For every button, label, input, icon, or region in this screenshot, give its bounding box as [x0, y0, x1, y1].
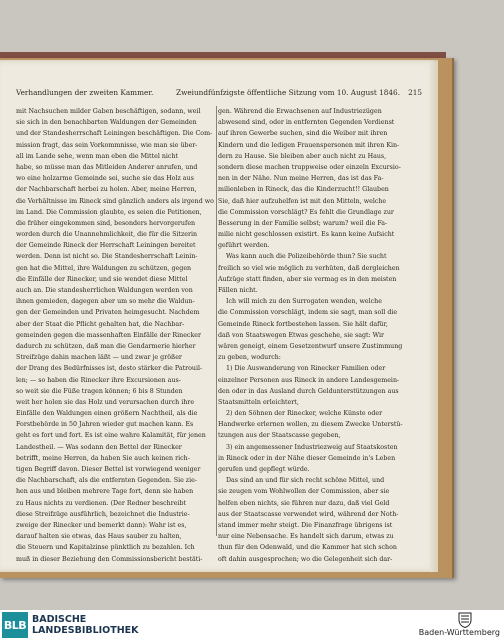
- text-line: im Land. Die Commission glaubte, es seien die Petitionen,: [16, 208, 202, 216]
- text-line: zu geben, wodurch:: [218, 354, 281, 362]
- text-line: Was kann auch die Polizeibehörde thun? Sie sucht: [226, 253, 387, 261]
- text-line: die Einfälle der Rinecker, und sie wendet diese Mittel: [16, 275, 188, 283]
- page-number: 215: [408, 88, 422, 97]
- state-name: Baden-Württemberg: [418, 628, 500, 637]
- text-line: stand immer mehr steigt. Die Finanzfrage übrigens ist: [218, 521, 393, 529]
- text-line: die Commission vorschlägt, indem sie sagt, man soll die: [218, 309, 398, 317]
- text-line: wären geneigt, einem Gesetzentwurf unsere Zustimmung: [218, 342, 403, 350]
- text-line: Das sind an und für sich recht schöne Mittel, und: [226, 477, 385, 485]
- text-line: habe, so müsse man das Mitleiden Anderer anrufen, und: [16, 163, 198, 171]
- library-name: [32, 614, 139, 636]
- text-line: die Nachbarschaft, als die entfernten Gegenden. Sie zie-: [16, 477, 197, 485]
- text-line: die Steuern und Kapitalzinse pünktlich zu bezahlen. Ich: [16, 544, 195, 552]
- text-line: geht es fort und fort. Es ist eine wahre Kalamität, für jenen: [16, 432, 206, 440]
- text-line: Einfälle den Waldungen einen größern Nachtheil, als die: [16, 410, 198, 418]
- text-line: hen aus und bleiben mehrere Tage fort, denn sie haben: [16, 488, 194, 496]
- text-line: Landestheil. — Was sodann den Bettel der Rinecker: [16, 443, 182, 451]
- text-line: Forstbehörde in 50 Jahren wieder gut machen kann. Es: [16, 421, 194, 429]
- page-gutter-shadow: [430, 62, 438, 572]
- text-line: 1) Die Auswanderung von Rinecker Familien oder: [226, 365, 386, 373]
- text-line: muß in dieser Beziehung den Commissionsbericht bestäti-: [16, 555, 203, 563]
- text-line: die Commission vorschlägt? Es fehlt die Grundlage zur: [218, 208, 394, 216]
- text-line: auf ihren Gewerbe suchen, sind die Weiber mit ihren: [218, 130, 388, 138]
- text-column-right: [218, 106, 422, 565]
- text-line: len; — so haben die Rinecker ihre Excursionen aus-: [16, 376, 181, 384]
- text-line: betrifft, meine Herren, da haben Sie auch keinen rich-: [16, 454, 190, 462]
- text-line: der Gemeinde Rineck der Herrschaft Leiningen bereitet: [16, 242, 196, 250]
- text-line: all im Lande sehe, wenn man eben die Mittel nicht: [16, 152, 179, 160]
- text-line: Fällen nicht.: [218, 287, 258, 294]
- text-line: wo eine holzarme Gemeinde sei, suche sie das Holz aus: [16, 175, 194, 183]
- library-name-line1: BADISCHE: [32, 614, 87, 625]
- text-line: dadurch zu schützen, daß man die Gendarmerie hierher: [16, 342, 196, 350]
- text-line: Aufzüge statt finden, aber sie vermag es in den meisten: [218, 275, 397, 283]
- text-line: Sie, daß hier aufzuhelfen ist mit den Mitteln, welche: [218, 197, 387, 205]
- text-line: der Nachbarschaft herbei zu holen. Aber, meine Herren,: [16, 186, 197, 194]
- text-line: den oder in das Ausland durch Geldunterstützungen aus: [218, 387, 399, 395]
- text-line: oft dahin ausgesprochen; wo die Gelegenheit sich dar-: [218, 555, 393, 563]
- text-line: milienleben in Rineck, das die Kinderzucht!! Glauben: [218, 186, 389, 194]
- text-line: sie zeugen vom Wohlwollen der Commission, aber sie: [218, 488, 390, 496]
- text-line: dern zu Hause. Sie bleiben aber auch nicht zu Haus,: [218, 152, 387, 160]
- text-line: abwesend sind, oder in entfernten Gegenden Verdienst: [218, 119, 395, 127]
- text-line: Staatsmitteln erleichtert,: [218, 398, 299, 406]
- text-line: der Drang des Bedürfnisses ist, desto stärker die Patrouil-: [16, 365, 203, 373]
- text-line: aus der Staatscasse verwendet wird, während der Noth-: [218, 510, 399, 518]
- text-line: sondern diese machen truppweise oder einzeln Excursio-: [218, 163, 401, 171]
- text-line: helfen eben nichts, sie führen nur dazu, daß viel Geld: [218, 499, 390, 507]
- text-line: gemeinden gegen die massenhaften Einfälle der Rinecker: [16, 331, 201, 339]
- text-line: Kindern und die ledigen Frauenspersonen mit ihren Kin-: [218, 141, 400, 149]
- text-line: weit her holen sie das Holz und verursachen durch ihre: [16, 398, 195, 406]
- text-line: daß von Staatswegen Etwas geschehe, sie sagt: Wir: [218, 331, 385, 339]
- text-line: diese Streifzüge ausführlich, bezeichnet die Industrie-: [16, 510, 190, 518]
- text-line: so weit sie die Füße tragen können; 6 bis 8 Stunden: [16, 387, 183, 395]
- text-line: Gemeinde Rineck fortbestehen lassen. Sie hält dafür,: [218, 320, 388, 328]
- text-line: mit Nachsuchen milder Gaben beschäftigen, sodann, weil: [16, 108, 201, 115]
- text-line: freilich so viel wie möglich zu verhüten, daß dergleichen: [218, 264, 400, 272]
- blb-logo: BLB: [2, 612, 28, 638]
- text-line: sie sich in den benachbarten Waldungen der Gemeinden: [16, 119, 197, 127]
- column-divider: [216, 106, 217, 536]
- coat-of-arms-icon: [458, 612, 472, 628]
- text-line: tzungen aus der Staatscasse gegeben,: [218, 432, 341, 440]
- text-line: aber der Staat die Pflicht gehalten hat, die Nachbar-: [16, 320, 185, 328]
- text-line: zweige der Rinecker und bemerkt dann): Wahr ist es,: [16, 521, 187, 529]
- text-column-left: [16, 106, 220, 565]
- text-line: geführt werden.: [218, 242, 270, 250]
- text-line: nur eine Nebensache. Es handelt sich darum, etwas zu: [218, 533, 394, 541]
- header-center: Zweiundfünfzigste öffentliche Sitzung vom 10. August 1846.: [176, 88, 401, 97]
- text-line: thun für den Odenwald, und die Kammer hat sich schon: [218, 544, 397, 552]
- running-header: [16, 88, 422, 102]
- header-left: Verhandlungen der zweiten Kammer.: [16, 88, 154, 97]
- text-line: nen in der Nähe. Nun meine Herren, das ist das Fa-: [218, 175, 384, 183]
- text-line: mission fragt, das sein Vorkommnisse, wie man sie über-: [16, 141, 198, 149]
- text-line: gen hat die Mittel, ihre Waldungen zu schützen, gegen: [16, 264, 192, 272]
- text-line: 2) den Söhnen der Rinecker, welche Künste oder: [226, 410, 383, 418]
- text-line: zu Haus nichts zu verdienen. (Der Redner beschreibt: [16, 499, 187, 507]
- text-line: werden. Denn ist nicht so. Die Standesherrschaft Leinin-: [16, 253, 198, 261]
- text-line: die früher eingekommen sind, besonders hervorgerufen: [16, 219, 196, 227]
- text-line: einzelner Personen aus Rineck in andere Landesgemein-: [218, 376, 400, 384]
- text-line: und der Standesherrschaft Leiningen beschäftigen. Die Com-: [16, 130, 213, 138]
- text-line: in Rineck oder in der Nähe dieser Gemeinde in's Leben: [218, 454, 396, 462]
- text-line: worden durch die Unannehmlichkeit, die für die Sitzerin: [16, 231, 198, 239]
- text-line: gen. Während die Erwachsenen auf Industriezügen: [218, 108, 382, 115]
- text-line: tigen Begriff davon. Dieser Bettel ist vorwiegend weniger: [16, 466, 201, 473]
- text-line: gen der Gemeinden und Privaten heimgesucht. Nachdem: [16, 309, 200, 317]
- text-line: Streifzüge dahin machen läßt — und zwar je größer: [16, 354, 182, 362]
- text-line: milie nicht geschlossen existirt. Es kann keine Aufsicht: [218, 231, 395, 239]
- text-line: Handwerke erlernen wollen, zu diesem Zwecke Unterstü-: [218, 421, 403, 429]
- text-line: auch an. Die standesherrlichen Waldungen werden von: [16, 287, 193, 294]
- text-line: die Verhältnisse im Rineck sind gänzlich anders als irgend wo: [16, 197, 214, 205]
- library-name-line2: LANDESBIBLIOTHEK: [32, 625, 139, 636]
- text-line: Besserung in der Familie selbst; warum? weil die Fa-: [218, 219, 388, 227]
- text-line: 3) ein angemessener Industriezweig auf Staatskosten: [226, 443, 398, 451]
- text-line: ihnen gemieden, dagegen aber um so mehr die Waldun-: [16, 298, 195, 306]
- text-line: darauf halten sie etwas, das Haus sauber zu halten,: [16, 533, 182, 541]
- text-line: Ich will mich zu den Surrogaten wenden, welche: [226, 298, 382, 306]
- text-line: gerufen und gepflegt würde.: [218, 466, 310, 473]
